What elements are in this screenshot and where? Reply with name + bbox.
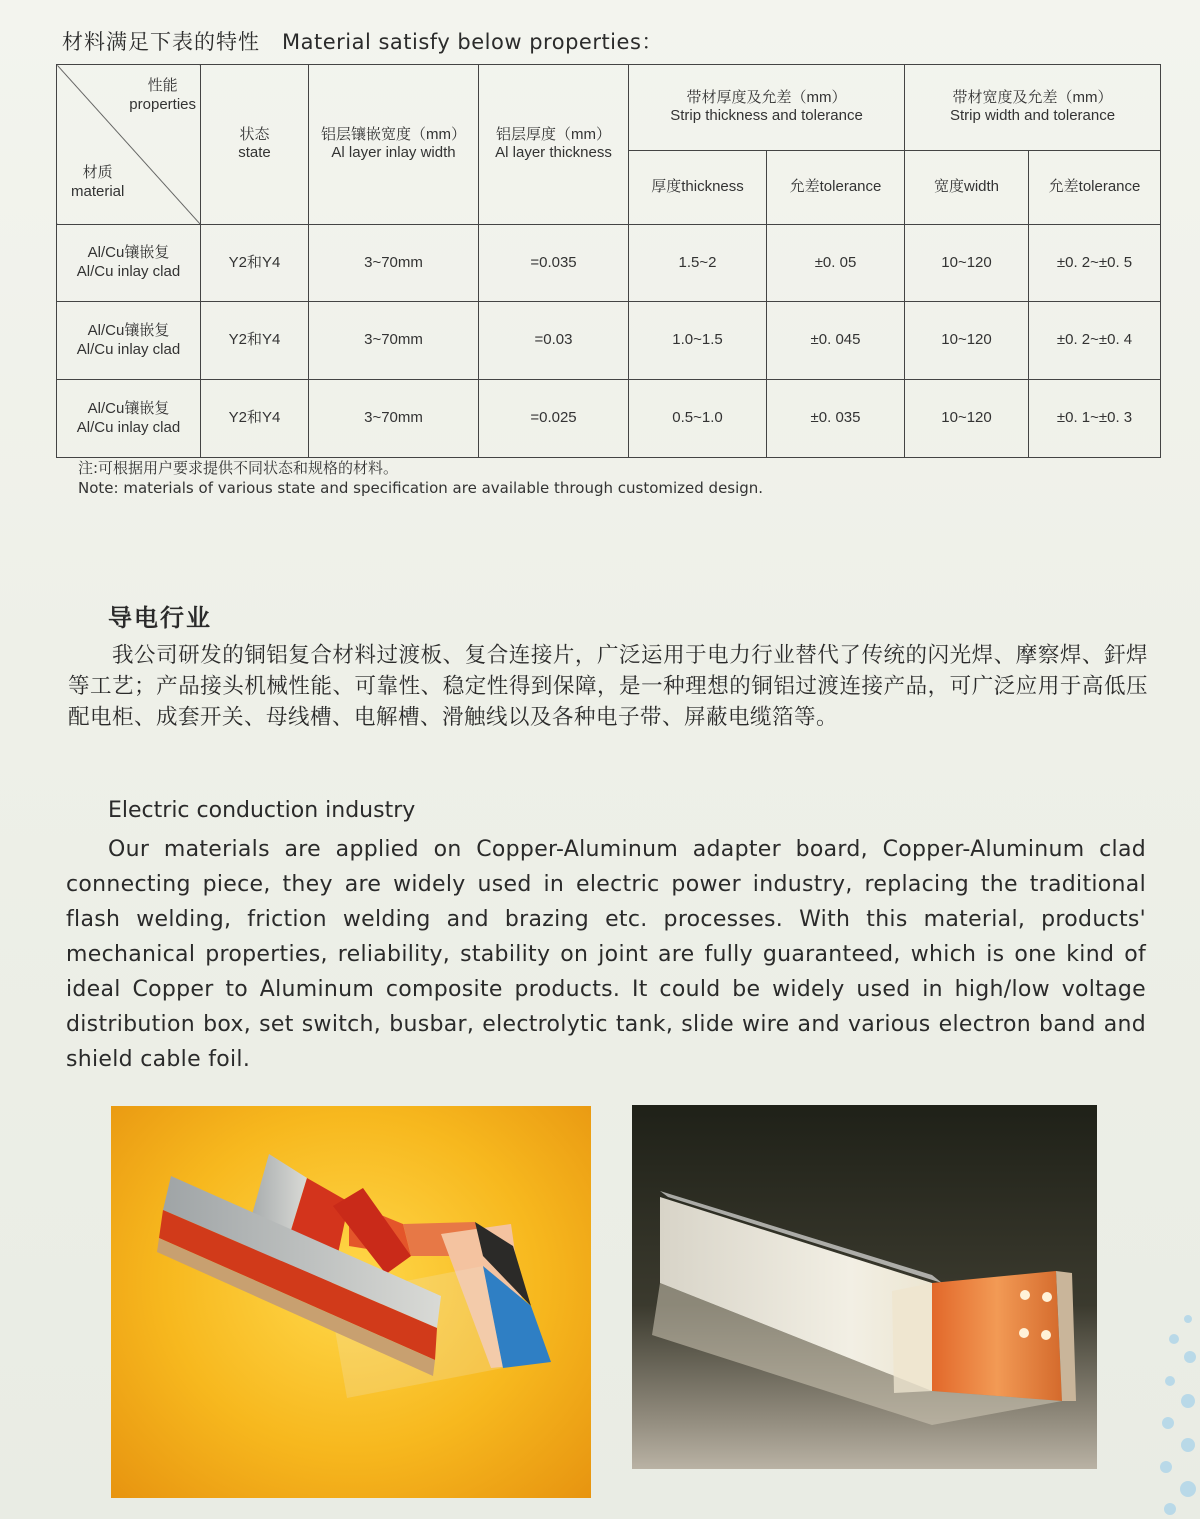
corner-properties-en: properties xyxy=(129,95,196,113)
table-row xyxy=(57,380,1161,458)
header-thick-cn: 铝层厚度（mm） xyxy=(496,125,611,143)
cell-inlay-width: 3~70mm xyxy=(309,224,479,302)
note-cn: 注:可根据用户要求提供不同状态和规格的材料。 xyxy=(78,459,399,477)
material-cn: Al/Cu镶嵌复 xyxy=(87,399,170,417)
header-strip-thick-en: Strip thickness and tolerance xyxy=(670,107,863,125)
corner-material xyxy=(71,164,124,202)
cell-thickness-tolerance: ±0. 035 xyxy=(767,380,905,458)
header-thick-en: Al layer thickness xyxy=(495,144,612,162)
table-heading xyxy=(62,26,663,56)
corner-material-en: material xyxy=(71,182,125,200)
cell-inlay-width: 3~70mm xyxy=(309,380,479,458)
material-cn: Al/Cu镶嵌复 xyxy=(87,322,170,340)
cell-width: 10~120 xyxy=(905,380,1029,458)
note-en: Note: materials of various state and specification are available through customized design. xyxy=(78,479,764,498)
corner-properties-cn: 性能 xyxy=(147,77,178,94)
cell-width: 10~120 xyxy=(905,224,1029,302)
material-en: Al/Cu inlay clad xyxy=(76,340,181,358)
cell-al-thickness: =0.025 xyxy=(479,380,629,458)
header-strip-thick-cn: 带材厚度及允差（mm） xyxy=(686,88,847,106)
subheader-thickness-tolerance: 允差tolerance xyxy=(767,150,905,224)
table-header-row xyxy=(57,65,1161,151)
corner-material-cn: 材质 xyxy=(82,164,113,182)
connector-illustration xyxy=(632,1105,1097,1469)
corner-cell xyxy=(57,65,201,225)
heading-en: Material satisfy below properties： xyxy=(282,30,663,54)
material-en: Al/Cu inlay clad xyxy=(76,418,181,436)
header-state-cn: 状态 xyxy=(239,125,270,143)
cell-material xyxy=(57,302,201,380)
header-strip-thickness xyxy=(629,65,905,151)
section-title-cn: 导电行业 xyxy=(108,604,212,632)
header-al-thickness xyxy=(479,65,629,225)
header-inlay-cn: 铝层镶嵌宽度（mm） xyxy=(321,125,466,143)
header-inlay-en: Al layer inlay width xyxy=(331,144,456,162)
cell-thickness: 0.5~1.0 xyxy=(629,380,767,458)
cell-thickness: 1.0~1.5 xyxy=(629,302,767,380)
cell-width-tolerance: ±0. 2~±0. 5 xyxy=(1029,224,1161,302)
cell-thickness-tolerance: ±0. 05 xyxy=(767,224,905,302)
cell-thickness: 1.5~2 xyxy=(629,224,767,302)
header-strip-width-en: Strip width and tolerance xyxy=(949,107,1116,125)
cell-width: 10~120 xyxy=(905,302,1029,380)
cell-al-thickness: =0.03 xyxy=(479,302,629,380)
cell-state: Y2和Y4 xyxy=(201,380,309,458)
properties-table xyxy=(56,64,1161,458)
cell-material xyxy=(57,380,201,458)
table-row xyxy=(57,302,1161,380)
header-strip-width-cn: 带材宽度及允差（mm） xyxy=(952,88,1113,106)
cell-al-thickness: =0.035 xyxy=(479,224,629,302)
cell-state: Y2和Y4 xyxy=(201,224,309,302)
cell-material xyxy=(57,224,201,302)
header-strip-width xyxy=(905,65,1161,151)
cell-width-tolerance: ±0. 1~±0. 3 xyxy=(1029,380,1161,458)
product-photo-bent-strips xyxy=(111,1106,591,1498)
section-title-en: Electric conduction industry xyxy=(108,798,416,823)
corner-properties xyxy=(129,77,196,115)
material-cn: Al/Cu镶嵌复 xyxy=(87,244,170,262)
table-note xyxy=(78,458,763,499)
section-paragraph-cn: 我公司研发的铜铝复合材料过渡板、复合连接片，广泛运用于电力行业替代了传统的闪光焊、摩察焊、釬焊等工艺；产品接头机械性能、可靠性、稳定性得到保障，是一种理想的铜铝过渡连接产品，可广泛应用于高低压配电柜、成套开关、母线槽、电解槽、滑触线以及各种电子带、屏蔽电缆箔等。 xyxy=(68,643,1148,730)
cell-width-tolerance: ±0. 2~±0. 4 xyxy=(1029,302,1161,380)
table-row xyxy=(57,224,1161,302)
bent-strips-illustration xyxy=(111,1106,591,1498)
cell-state: Y2和Y4 xyxy=(201,302,309,380)
header-state xyxy=(201,65,309,225)
cell-inlay-width: 3~70mm xyxy=(309,302,479,380)
product-photo-connector xyxy=(632,1105,1097,1469)
subheader-width-tolerance: 允差tolerance xyxy=(1029,150,1161,224)
header-state-en: state xyxy=(238,144,271,162)
subheader-thickness: 厚度thickness xyxy=(629,150,767,224)
material-en: Al/Cu inlay clad xyxy=(76,263,181,281)
section-paragraph-en: Our materials are applied on Copper-Aluminum adapter board, Copper-Aluminum clad connecting piece, they are widely used in electric power industry, replacing the traditional flash welding, friction welding and brazing etc. processes. With this material, products' mechanical properties, reliability, stability on joint are fully guaranteed, which is one kind of ideal Copper to Aluminum composite products. It could be widely used in high/low voltage distribution box, set switch, busbar, electrolytic tank, slide wire and various electron band and shield cable foil. xyxy=(66,837,1146,1072)
subheader-width: 宽度width xyxy=(905,150,1029,224)
cell-thickness-tolerance: ±0. 045 xyxy=(767,302,905,380)
decorative-dots xyxy=(1130,1299,1200,1519)
heading-cn: 材料满足下表的特性 xyxy=(62,30,260,54)
header-inlay-width xyxy=(309,65,479,225)
